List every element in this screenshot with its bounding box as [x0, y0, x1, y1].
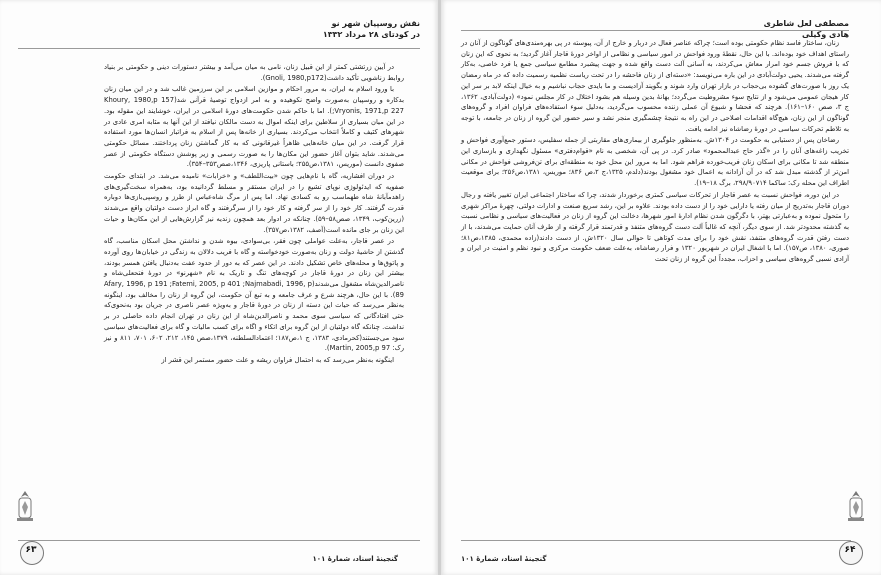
body-text [104, 62, 404, 366]
running-header [764, 18, 849, 40]
paragraph: در آیین زرتشتی کمتر از این قبیل زنان، نامی به میان می‌آمد و بیشتر دستورات دینی و حکومتی بر بنیاد روابط زناشویی تأکید داشت(Gnoli, 1980,p172). [104, 63, 404, 82]
header-line-1: نقش روسپیان شهر نو [331, 19, 420, 28]
header-line-1: مصطفی لعل شاطری [763, 19, 849, 28]
body-text [461, 38, 849, 265]
paragraph: در این دوره، فواحش نسبت به عصر قاجار از تحرکات سیاسی کمتری برخوردار شدند، چرا که ساختار اجتماعی ایران تغییر یافته و رجال دوران قاجار به‌تدریج از میان رفته یا دارایی خود را از دست داده بودند. علاوه بر این، رشد سریع صنعت و ادارات دولتی، چهرهٔ مراکز شهری را متحول نموده و به‌عبارتی بهتر، با دگرگون شدن نظام ادارهٔ امور شهرها، دخالت این گروه از زنان در فعالیت‌های سیاسی و نظامی نسبت به گذشته محدودتر شد. از سوی دیگر، آنچه که غالباً آلت دست گروه‌های متنفذ و قدرتمند قرار گرفته و از طرف آنان حمایت می‌شدند، با از دست رفتن قدرت گروه‌های متنفذ، نقش خود را برای مدت کوتاهی تا حوالی سال ۱۳۲۰ش. از دست دادند(زاده محمدی، ۱۳۸۵،ص۸۱؛ صوری، ۱۳۸۰، ص۱۵۷). اما با اشغال ایران در شهریور ۱۳۲۰ و فرار رضاشاه، به‌علت ضعف حکومت مرکزی و نبود نظم و امنیت در ایران و آزادی نسبی گروه‌های سیاسی و احزاب، مجدداً این گروه از زنان تحت [461, 190, 849, 264]
right-page [441, 0, 881, 575]
running-header [323, 18, 420, 40]
header-rule [18, 48, 420, 49]
journal-footer: گنجینهٔ اسناد، شمارهٔ ۱۰۱ [312, 555, 398, 563]
footer-rule [461, 540, 851, 541]
paragraph: رضاخان پس از دستیابی به حکومت در ۱۳۰۴ش. به‌منظور جلوگیری از بیماری‌های مقاربتی از جمله سفلیس، دستور جمع‌آوری فواحش و تخریب زاغه‌های آنان را در «گذر حاج عبدالمحمود» صادر کرد. در پی آن، شخصی به نام «قوام‌دفتری» مسئول نگهداری و بازسازی این منطقه شد تا مکانی برای اسکان زنان فریب‌خورده فراهم شود. اما به مرور این محل خود به منطقه‌ای برای تن‌فروشی فواحش در مکانی امن‌تر از گذشته مبدل شد که در آن آزادانه به اعمال خود مشغول بودند(دلدم، ۱۳۲۵،ج ۲،ص ۸۳۶؛ موریس، ۱۳۸۱،ص۲۵۶؛ برای موقعیت اطراف این محله رک: ساکما ۲۹۸/۹۰۷۱۴، برگ ۱۸–۱۹). [461, 136, 849, 188]
paragraph: اینگونه به‌نظر می‌رسد که به احتمال فراوان ریشه و علت حضور مستمر این قشر از [161, 355, 394, 364]
paragraph: با ورود اسلام به ایران، به مرور احکام و موازین اسلامی بر این سرزمین غالب شد و در این میان زنان بدکاره و روسپیان به‌صورت واضح نکوهیده و به امر ازدواج توصیهٔ قرآنی شد(Khoury, 1980,p 157 ;Vryonis, 1971,p 227). اما با حاکم شدن حکومت‌های دورهٔ اسلامی در ایران، خوشایند این مقوله بود. در این میان بسیاری از سلاطین برای اینکه اموال به دست مالکان نیافتد از این آنها به مثابه امری عادی در شهرهای کثیف و کاملاً انتخاب می‌کردند. بسیاری از خانه‌ها پس از اسلام به فراتبار انسان‌ها مورد استفاده قرار گرفت. در این میان خانه‌هایی ظاهراً غیرقانونی که به کار گماشتن زنان پرداختند. مسائل حکومتی می‌شدند. شاید بتوان آغاز حضور این مکان‌ها را به صورت رسمی و زیر پوشش دستگاه حکومتی از عصر صفوی دانست (موریس، ۱۳۸۱،ص۲۵۵؛ باستانی پاریزی، ۱۳۴۶،صص۳۵۳–۳۵۴). [104, 85, 405, 169]
paragraph: زنان، ساختار فاسد نظام حکومتی بوده است؛ چراکه عناصر فعال در دربار و خارج از آن، پیوسته در پی بهره‌مندی‌های گوناگون از آنان در راستای اهداف خود بوده‌اند. با این حال، نقطهٔ ورود فواحش در امور سیاسی و نظامی از اواخر دورهٔ قاجار آغاز گردید؛ به نحوی که این زنان که با فروش جسم خود امرار معاش می‌کردند، به آسانی آلت دست واقع شده و جهت پیشبرد مطامع سیاسی جمع یا فرد خاصی، به‌کار گرفته می‌شدند. یحیی دولت‌آبادی در این باره می‌نویسد: «دسته‌ای از زنان فاحشه را در تحت ریاست نظمیه رسمیت داده که در ماه رمضان یک روز با صورت‌های گشوده بی‌حجاب در بازار تهران وارد شوند و بگویند آزادیست و ما بایدی حجاب نباشیم و به خیال اینکه لابد بر سر این کار هیجان عمومی می‌شود و از نتایج سوء مشروطیت می‌گردد؛ بهانهٔ بدین وسیله هم بشود اختلال در کار مجلس نمود» (دولت‌آبادی، ۱۳۶۲، ج ۳، صص ۱۶۰–۱۶۱). هرچند که فحشا و شیوع آن عملی زننده محسوب می‌گردید، به‌دلیل سوء استفاده‌های فراوان افراد و گروه‌های گوناگون از این زنان، هیچ‌گاه اقدامات اصلاحی در این راه به نتیجهٔ چشمگیری منجر نشد و سیر حضور این گروه از زنان در جامعه، با توجه به تلاطم تحرکات سیاسی در دورهٔ رضاشاه نیز ادامه یافت. [461, 39, 849, 133]
footer-rule [18, 540, 420, 541]
left-page [0, 0, 438, 575]
paragraph: در عصر قاجار، به‌علت عواملی چون فقر، بی‌سوادی، بیوه شدن و نداشتن محل اسکان مناسب، گاه گذشتن از حاشیهٔ دولت و زنان به‌صورت خودخواسته و گاه با فریب دلالان به زندگی در خیابان‌ها روی آورده و پاتوق‌ها و محله‌های خاص تشکیل دادند. در این عصر که به دور از حدود عفت به‌دنبال یافتن همسر بودند، بیشتر این زنان در دورهٔ قاجار در کوچه‌های تنگ و تاریک به نام «شهرنو» در دورهٔ فتحعلی‌شاه و ناصرالدین‌شاه مشغول می‌شدند(Afary, 1996, p 191 ;Fatemi, 2005, p 401 ;Najmabadi, 1996, p 89). با این حال، هرچند شرع و عرف جامعه و به تبع آن حکومت، این گروه از زنان را مخالف بود، اینگونه به‌نظر می‌رسد که حیات این دسته از زنان در دورهٔ قاجار و به‌ویژه عصر ناصری در جریان بود به‌نحوی‌که حتی افتادگانی که سیاسی سوی محمد و ناصرالدین‌شاه از این زنان در تهران انجام داده حاصلی در بر نداشت. چنانکه گاه دولتیان از این گروه برای اتکاء و اگاه برای کسب مالیات و گاه برای فعالیت‌های سیاسی سود می‌جستند(کحرمادی، ۱۳۸۳، ج ۱،ص۱۸۷؛ اعتمادالسلطنه، ۱۳۷۹،صص ۱۴۵، ۲۱۲، ۶۰۲، ۷۰۱، ۸۱۱ و نیز رک: Martin, 2005,p 97). [104, 237, 405, 353]
page-number-badge [16, 537, 46, 567]
journal-footer: گنجینهٔ اسناد، شمارهٔ ۱۰۱ [461, 555, 547, 563]
page-number: ۶۴ [844, 545, 856, 555]
header-line-2: هادی وکیلی [801, 30, 849, 39]
page-number-badge [835, 537, 865, 567]
paragraph: در دوران افشاریه، گاه با نام‌هایی چون «بیت‌اللطف» و «خرابات» نامیده می‌شد. در ابتدای حکومت صفویه که ایدئولوژی نوپای تشیع را در ایران مستقر و مسلط گردانیده بود، به‌همراه سخت‌گیری‌های زاهدمآبانهٔ شاه طهماسب رو به کسادی نهاد. اما پس از مرگ شاه‌عباس از طرز و روسپی‌بازی‌ها دوباره قدرت گرفتند. کار خود را از سر گرفته و کار خود را از سرگرفتند و گاه ابراز دست دولتیان واقع می‌شدند (زرین‌کوب، ۱۳۴۹، صص۵۸–۵۹). چنانکه در ادوار بعد همچون زندیه نیز گزارش‌هایی از این مکان‌ها و حیات این زنان بر جای مانده است(آصف، ۱۳۸۲،ص۳۵۷). [104, 172, 404, 234]
page-number: ۶۳ [25, 545, 37, 555]
header-line-2: در کودتای ۲۸ مرداد ۱۳۳۲ [322, 30, 420, 39]
ornament-icon [14, 489, 36, 523]
ornament-icon [845, 489, 867, 523]
header-rule [461, 30, 849, 31]
